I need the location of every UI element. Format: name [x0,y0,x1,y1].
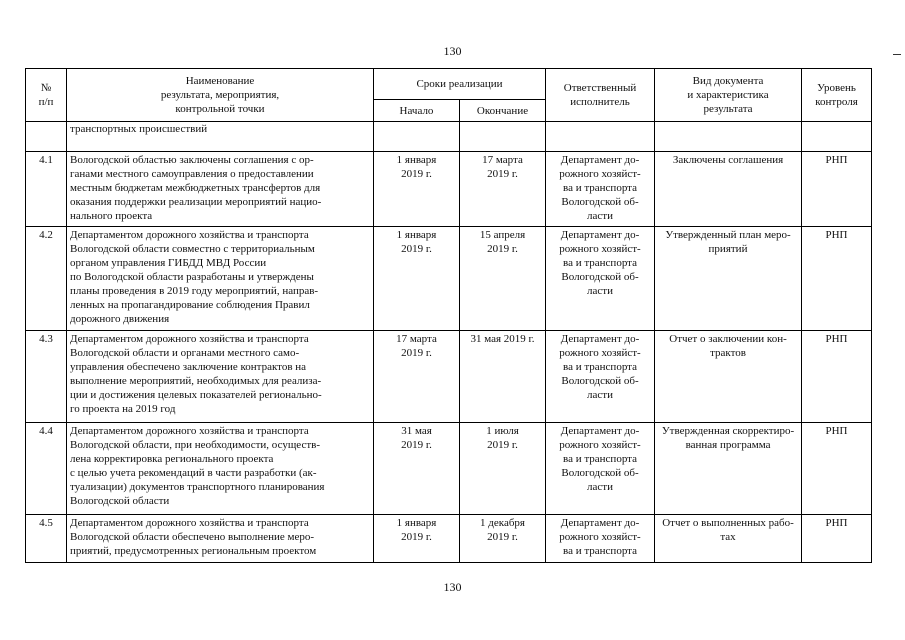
cell-num: 4.3 [26,331,67,423]
cell-responsible [546,122,655,152]
edge-mark [893,54,901,55]
cell-num: 4.5 [26,515,67,563]
header-name: Наименование результата, мероприятия, контрольной точки [67,69,374,122]
cell-level: РНП [802,515,872,563]
cell-responsible: Департамент до- рожного хозяйст- ва и транспорта Вологодской об- ласти [546,152,655,227]
page-number-top: 130 [443,44,462,58]
cell-num: 4.2 [26,227,67,331]
cell-responsible: Департамент до- рожного хозяйст- ва и транспорта [546,515,655,563]
header-dates: Сроки реализации [374,69,546,100]
header-level: Уровень контроля [802,69,872,122]
header-doc: Вид документа и характеристика результата [655,69,802,122]
table-row [26,423,872,515]
cell-end [460,122,546,152]
cell-doc: Отчет о заключении кон- трактов [655,331,802,423]
cell-name: Департаментом дорожного хозяйства и транспорта Вологодской области совместно с территориальным органом управления ГИБДД МВД России по Вологодской области разработаны и утверждены планы проведения в 2019 году мероприятий, направ- ленных на пропагандирование соблюдения Правил дорожного движения [67,227,374,331]
cell-name: Департаментом дорожного хозяйства и транспорта Вологодской области обеспечено выполнение меро- приятий, предусмотренных региональным проектом [67,515,374,563]
cell-doc: Утвержденный план меро- приятий [655,227,802,331]
cell-end: 17 марта 2019 г. [460,152,546,227]
cell-name: Департаментом дорожного хозяйства и транспорта Вологодской области и органами местного само- управления обеспечено заключение контрактов на выполнение мероприятий, необходимых для реализа- ции и достижения целевых показателей регионально- го проекта на 2019 год [67,331,374,423]
table-row-continuation [26,122,872,152]
cell-start: 1 января 2019 г. [374,152,460,227]
header-end: Окончание [460,100,546,122]
cell-level: РНП [802,152,872,227]
table-row [26,331,872,423]
header-num: № п/п [26,69,67,122]
table-row [26,227,872,331]
cell-responsible: Департамент до- рожного хозяйст- ва и транспорта Вологодской об- ласти [546,227,655,331]
cell-doc: Заключены соглашения [655,152,802,227]
cell-name: транспортных происшествий [67,122,374,152]
header-responsible: Ответственный исполнитель [546,69,655,122]
cell-end: 1 июля 2019 г. [460,423,546,515]
cell-doc [655,122,802,152]
cell-start: 17 марта 2019 г. [374,331,460,423]
cell-name: Департаментом дорожного хозяйства и транспорта Вологодской области, при необходимости, осуществ- лена корректировка регионального проекта с целью учета рекомендаций в части разработки (ак- туализации) документов транспортного планирования Вологодской области [67,423,374,515]
cell-level: РНП [802,423,872,515]
table-row [26,152,872,227]
cell-start [374,122,460,152]
cell-start: 31 мая 2019 г. [374,423,460,515]
header-start: Начало [374,100,460,122]
page-number-bottom: 130 [443,580,462,594]
cell-doc: Отчет о выполненных рабо- тах [655,515,802,563]
table-row [26,515,872,563]
cell-level [802,122,872,152]
plan-table [25,68,872,563]
cell-start: 1 января 2019 г. [374,227,460,331]
cell-end: 1 декабря 2019 г. [460,515,546,563]
cell-responsible: Департамент до- рожного хозяйст- ва и транспорта Вологодской об- ласти [546,423,655,515]
cell-doc: Утвержденная скорректиро- ванная программа [655,423,802,515]
cell-level: РНП [802,331,872,423]
cell-end: 31 мая 2019 г. [460,331,546,423]
cell-responsible: Департамент до- рожного хозяйст- ва и транспорта Вологодской об- ласти [546,331,655,423]
cell-num [26,122,67,152]
cell-num: 4.1 [26,152,67,227]
cell-end: 15 апреля 2019 г. [460,227,546,331]
cell-num: 4.4 [26,423,67,515]
cell-level: РНП [802,227,872,331]
cell-name: Вологодской областью заключены соглашения с ор- ганами местного самоуправления о предоставлении местным бюджетам межбюджетных трансфертов для оказания поддержки реализации мероприятий нацио- нального проекта [67,152,374,227]
cell-start: 1 января 2019 г. [374,515,460,563]
